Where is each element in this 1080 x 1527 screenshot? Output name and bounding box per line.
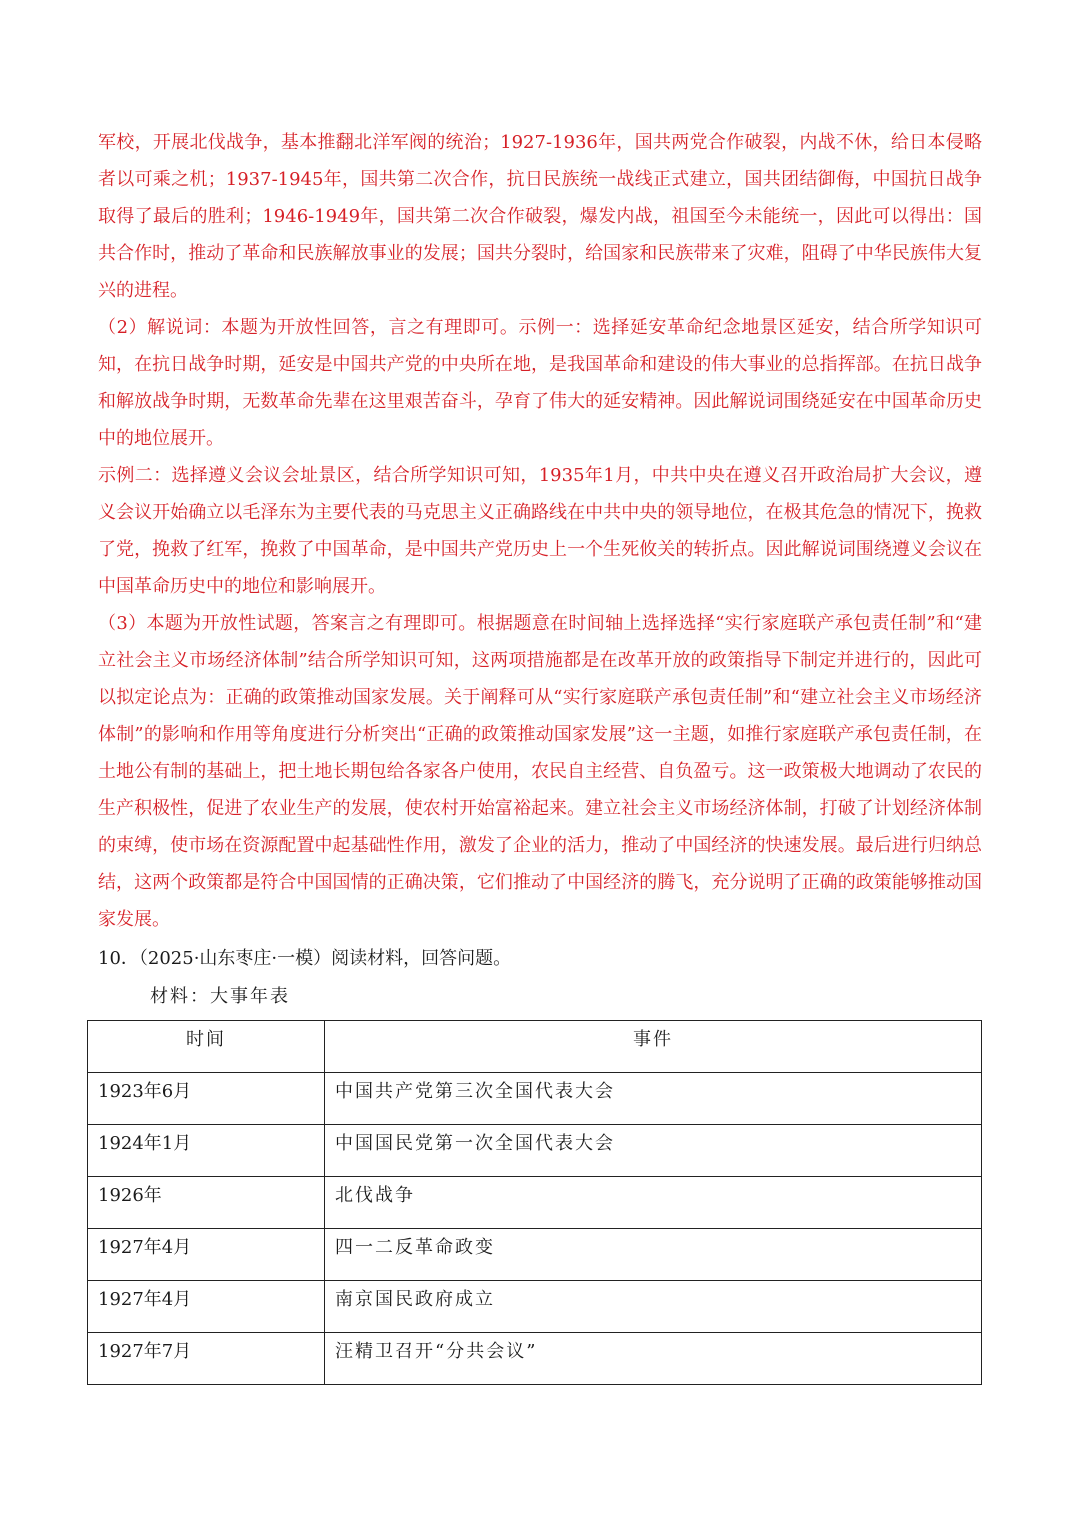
event-cell: 四一二反革命政变 bbox=[325, 1229, 982, 1281]
time-cell: 1927年4月 bbox=[88, 1229, 325, 1281]
time-cell: 1927年4月 bbox=[88, 1281, 325, 1333]
time-cell: 1923年6月 bbox=[88, 1073, 325, 1125]
event-cell: 南京国民政府成立 bbox=[325, 1281, 982, 1333]
event-cell: 中国共产党第三次全国代表大会 bbox=[325, 1073, 982, 1125]
table-row bbox=[88, 1281, 982, 1333]
table-row bbox=[88, 1229, 982, 1281]
column-header-time: 时间 bbox=[88, 1021, 325, 1073]
question-title: 10．（2025·山东枣庄·一模）阅读材料，回答问题。 bbox=[98, 948, 512, 969]
event-cell: 汪精卫召开“分共会议” bbox=[325, 1333, 982, 1385]
time-cell: 1926年 bbox=[88, 1177, 325, 1229]
event-cell: 北伐战争 bbox=[325, 1177, 982, 1229]
answer-paragraph-2: （2）解说词：本题为开放性回答，言之有理即可。示例一：选择延安革命纪念地景区延安，结合所学知识可知，在抗日战争时期，延安是中国共产党的中央所在地，是我国革命和建设的伟大事业的总指挥部。在抗日战争和解放战争时期，无数革命先辈在这里艰苦奋斗，孕育了伟大的延安精神。因此解说词围绕延安在中国革命历史中的地位展开。 bbox=[98, 317, 982, 449]
events-table bbox=[87, 1020, 982, 1385]
material-label: 材料：大事年表 bbox=[150, 986, 290, 1007]
time-cell: 1927年7月 bbox=[88, 1333, 325, 1385]
table-row bbox=[88, 1125, 982, 1177]
answer-section bbox=[98, 124, 982, 938]
table-row bbox=[88, 1333, 982, 1385]
answer-paragraph-3: 示例二：选择遵义会议会址景区，结合所学知识可知，1935年1月，中共中央在遵义召开政治局扩大会议，遵义会议开始确立以毛泽东为主要代表的马克思主义正确路线在中共中央的领导地位，在极其危急的情况下，挽救了党，挽救了红军，挽救了中国革命，是中国共产党历史上一个生死攸关的转折点。因此解说词围绕遵义会议在中国革命历史中的地位和影响展开。 bbox=[98, 465, 982, 597]
answer-paragraph-1: 军校，开展北伐战争，基本推翻北洋军阀的统治；1927-1936年，国共两党合作破裂，内战不休，给日本侵略者以可乘之机；1937-1945年，国共第二次合作，抗日民族统一战线正式建立，国共团结御侮，中国抗日战争取得了最后的胜利；1946-1949年，国共第二次合作破裂，爆发内战，祖国至今未能统一，因此可以得出：国共合作时，推动了革命和民族解放事业的发展；国共分裂时，给国家和民族带来了灾难，阻碍了中华民族伟大复兴的进程。 bbox=[98, 132, 982, 301]
table-row bbox=[88, 1177, 982, 1229]
event-cell: 中国国民党第一次全国代表大会 bbox=[325, 1125, 982, 1177]
time-cell: 1924年1月 bbox=[88, 1125, 325, 1177]
answer-paragraph-4: （3）本题为开放性试题，答案言之有理即可。根据题意在时间轴上选择选择“实行家庭联产承包责任制”和“建立社会主义市场经济体制”结合所学知识可知，这两项措施都是在改革开放的政策指导下制定并进行的，因此可以拟定论点为：正确的政策推动国家发展。关于阐释可从“实行家庭联产承包责任制”和“建立社会主义市场经济体制”的影响和作用等角度进行分析突出“正确的政策推动国家发展”这一主题，如推行家庭联产承包责任制，在土地公有制的基础上，把土地长期包给各家各户使用，农民自主经营、自负盈亏。这一政策极大地调动了农民的生产积极性，促进了农业生产的发展，使农村开始富裕起来。建立社会主义市场经济体制，打破了计划经济体制的束缚，使市场在资源配置中起基础性作用，激发了企业的活力，推动了中国经济的快速发展。最后进行归纳总结，这两个政策都是符合中国国情的正确决策，它们推动了中国经济的腾飞，充分说明了正确的政策能够推动国家发展。 bbox=[98, 613, 982, 930]
table-row bbox=[88, 1073, 982, 1125]
table-header-row bbox=[88, 1021, 982, 1073]
column-header-event: 事件 bbox=[325, 1021, 982, 1073]
